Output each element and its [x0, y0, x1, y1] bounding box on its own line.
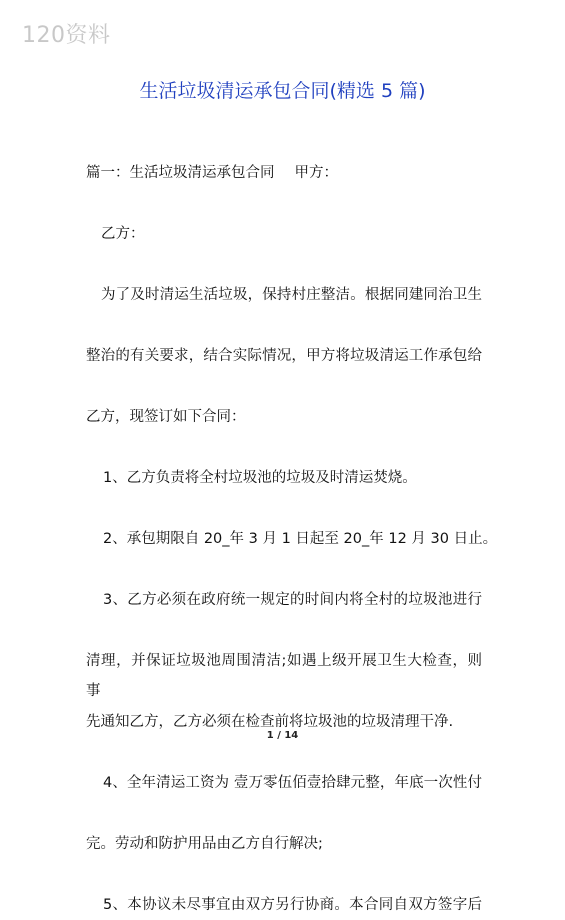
intro-line-2: 整治的有关要求，结合实际情况，甲方将垃圾清运工作承包给	[86, 348, 482, 364]
section-heading: 篇一：生活垃圾清运承包合同	[86, 165, 275, 181]
clause-2: 2、承包期限自 20_年 3 月 1 日起至 20_年 12 月 30 日止。	[103, 531, 498, 547]
section-heading-line	[86, 158, 482, 188]
clause-4-line-1: 4、全年清运工资为 壹万零伍佰壹拾肆元整，年底一次性付	[103, 775, 482, 791]
clause-3-line-1: 3、乙方必须在政府统一规定的时间内将全村的垃圾池进行	[103, 592, 482, 608]
clause-1: 1、乙方负责将全村垃圾池的垃圾及时清运焚烧。	[103, 470, 417, 486]
clause-3-line-3: 先通知乙方，乙方必须在检查前将垃圾池的垃圾清理干净.	[86, 714, 454, 730]
clause-3-line-2: 清理，并保证垃圾池周围清洁;如遇上级开展卫生大检查，则事	[86, 653, 482, 699]
watermark: 120资料	[22, 23, 111, 48]
clause-5-line-1: 5、本协议未尽事宜由双方另行协商。本合同自双方签字后	[103, 897, 482, 913]
party-b-label: 乙方：	[101, 226, 145, 242]
page-indicator: 1 / 14	[266, 730, 299, 741]
intro-line-1: 为了及时清运生活垃圾，保持村庄整洁。根据同建同治卫生	[101, 287, 482, 303]
clause-4-line-2: 完。劳动和防护用品由乙方自行解决;	[86, 836, 323, 852]
intro-line-3: 乙方，现签订如下合同：	[86, 409, 246, 425]
party-a-label: 甲方：	[294, 165, 338, 181]
document-body	[86, 158, 498, 920]
document-title: 生活垃圾清运承包合同(精选 5 篇)	[139, 80, 426, 102]
